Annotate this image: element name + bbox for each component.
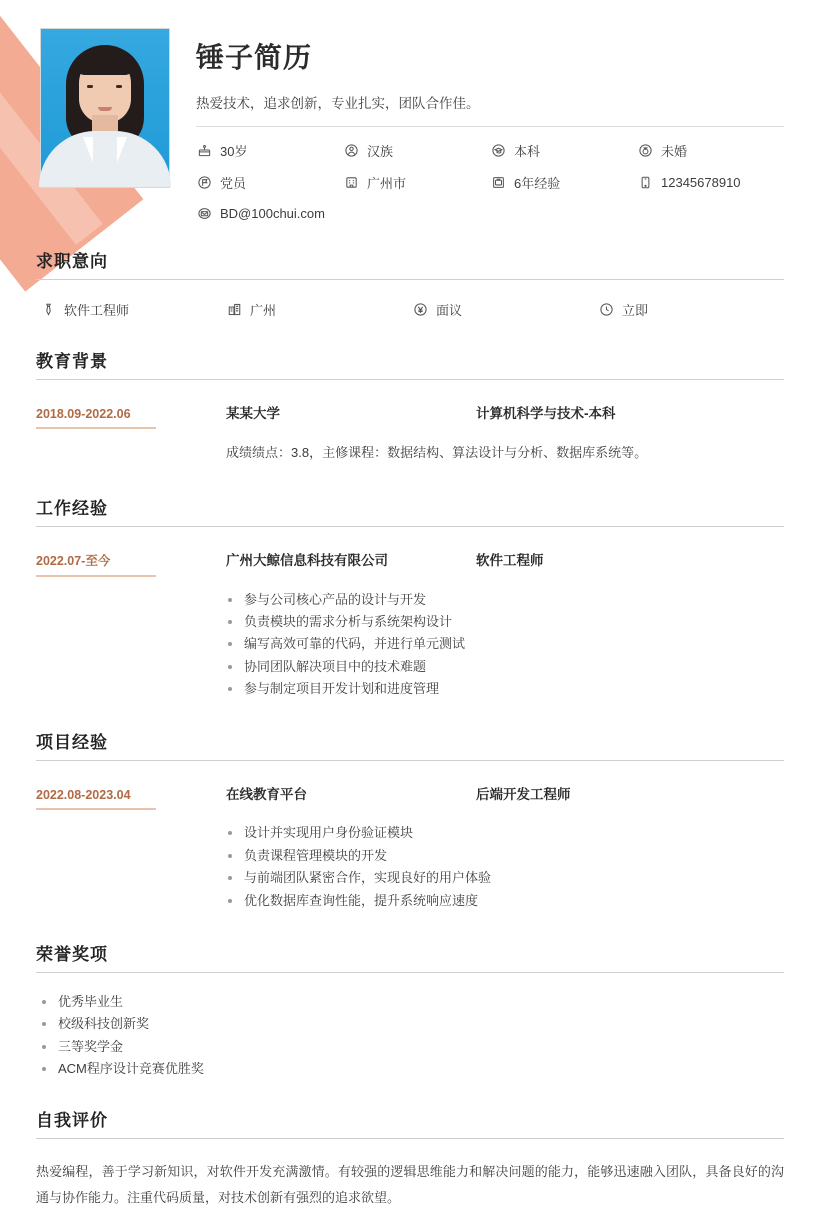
info-item-degree [490,141,637,160]
section-work [36,494,784,703]
tie-icon [40,302,56,318]
info-text: 30岁 [220,144,248,159]
intention-text: 面议 [436,303,463,318]
section-rule [36,760,784,761]
section-rule [36,972,784,973]
section-title: 工作经验 [36,498,108,518]
intention-availability [598,300,784,319]
info-text: 12345678910 [661,175,741,190]
list-item: 协同团队解决项目中的技术难题 [226,656,784,678]
entry-bullets [226,810,784,911]
intention-salary [412,300,598,319]
header-divider [196,126,784,127]
section-awards [36,940,784,1080]
entry-role: 软件工程师 [476,552,544,568]
yen-icon [412,302,428,318]
info-text: 广州市 [367,176,407,191]
section-rule [36,379,784,380]
info-item-email[interactable] [196,205,343,221]
entry-description: 成绩绩点：3.8，主修课程：数据结构、算法设计与分析、数据库系统等。 [226,445,648,460]
header-tagline: 热爱技术，追求创新，专业扎实，团队合作佳。 [196,96,480,111]
entry-date: 2022.07-至今 [36,551,156,577]
work-entry [36,539,784,703]
clock-icon [598,302,614,318]
info-item-marital [637,141,784,160]
section-rule [36,1138,784,1139]
list-item: 参与制定项目开发计划和进度管理 [226,678,784,700]
section-summary [36,1106,784,1210]
ring-icon [637,143,653,159]
section-title: 自我评价 [36,1111,108,1131]
entry-organization: 在线教育平台 [226,787,307,803]
entry-header [36,402,784,429]
entry-organization: 广州大鲸信息科技有限公司 [226,552,388,568]
section-title: 荣誉奖项 [36,944,108,964]
info-text: 本科 [514,144,541,159]
entry-organization: 某某大学 [226,406,280,421]
building-icon [343,175,359,191]
page-title: 锤子简历 [196,42,313,73]
briefcase-icon [490,175,506,191]
entry-bullets [226,577,784,701]
list-item: 与前端团队紧密合作，实现良好的用户体验 [226,867,784,889]
info-item-ethnicity [343,141,490,160]
flag-icon [196,175,212,191]
education-entry [36,392,784,468]
section-title: 项目经验 [36,733,108,753]
entry-role: 后端开发工程师 [476,787,571,803]
personal-info-grid [196,141,784,221]
info-text: BD@100chui.com [220,205,325,221]
cake-icon [196,143,212,159]
intention-text: 广州 [250,303,277,318]
mail-icon [196,205,212,221]
info-item-political [196,173,343,192]
section-rule [36,279,784,280]
awards-list [36,985,784,1080]
section-education [36,347,784,468]
entry-role: 计算机科学与技术-本科 [476,406,616,421]
phone-icon [637,175,653,191]
list-item: 优秀毕业生 [40,991,784,1013]
info-text: 未婚 [661,144,688,159]
intention-grid [36,292,784,321]
list-item: 设计并实现用户身份验证模块 [226,822,784,844]
info-item-experience [490,173,637,192]
list-item: 参与公司核心产品的设计与开发 [226,589,784,611]
info-text: 汉族 [367,144,394,159]
list-item: 负责模块的需求分析与系统架构设计 [226,611,784,633]
intention-text: 立即 [622,303,649,318]
entry-date: 2018.09-2022.06 [36,407,156,429]
intention-city [226,300,412,319]
list-item: 编写高效可靠的代码，并进行单元测试 [226,633,784,655]
info-item-age [196,141,343,160]
avatar [40,28,170,188]
summary-text: 热爱编程，善于学习新知识，对软件开发充满激情。有较强的逻辑思维能力和解决问题的能力，能够迅速融入团队，具备良好的沟通与协作能力。注重代码质量，对技术创新有强烈的追求欲望。 [36,1164,784,1205]
project-entry [36,773,784,913]
list-item: 三等奖学金 [40,1036,784,1058]
info-text: 党员 [220,176,247,191]
intention-position [40,300,226,319]
header-main [196,28,784,221]
city-icon [226,302,242,318]
list-item: ACM程序设计竞赛优胜奖 [40,1058,784,1080]
intention-text: 软件工程师 [64,303,130,318]
entry-header [36,783,784,810]
person-icon [343,143,359,159]
cap-icon [490,143,506,159]
entry-header [36,549,784,577]
info-item-phone [637,173,784,192]
info-item-city [343,173,490,192]
list-item: 优化数据库查询性能，提升系统响应速度 [226,890,784,912]
section-project [36,728,784,913]
section-rule [36,526,784,527]
section-title: 求职意向 [36,252,108,271]
list-item: 校级科技创新奖 [40,1013,784,1035]
section-title: 教育背景 [36,352,108,371]
info-text: 6年经验 [514,176,561,191]
resume-header [36,28,784,221]
section-intention [36,247,784,321]
list-item: 负责课程管理模块的开发 [226,845,784,867]
entry-date: 2022.08-2023.04 [36,788,156,810]
